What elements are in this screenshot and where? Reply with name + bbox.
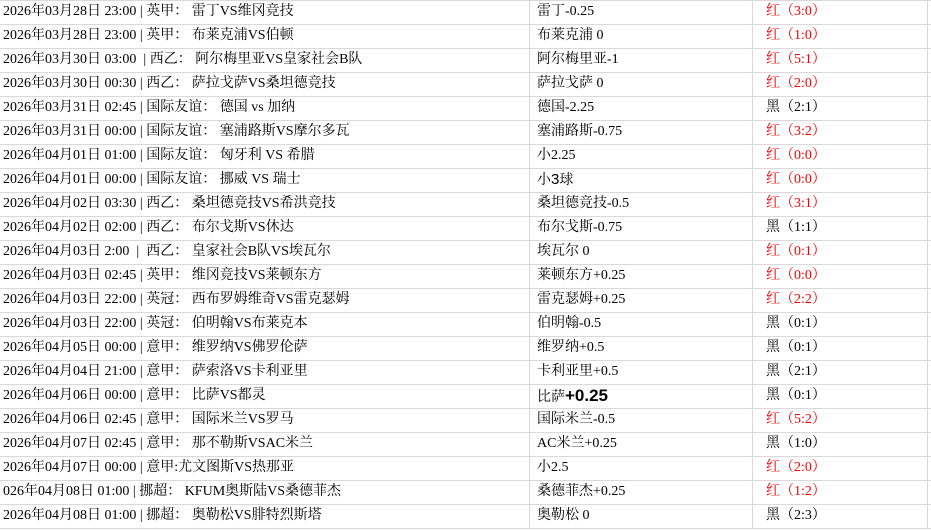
result-cell[interactable]: 黑（2:1） (753, 361, 928, 384)
match-row (0, 241, 931, 265)
match-cell[interactable]: 2026年04月03日 22:00 | 英冠： 西布罗姆维奇VS雷克瑟姆 (0, 289, 530, 312)
match-row (0, 457, 931, 481)
result-cell[interactable]: 红（3:1） (753, 193, 928, 216)
match-row (0, 193, 931, 217)
result-cell[interactable]: 红（1:0） (753, 25, 928, 48)
match-cell[interactable]: 2026年03月31日 00:00 | 国际友谊： 塞浦路斯VS摩尔多瓦 (0, 121, 530, 144)
match-row (0, 217, 931, 241)
match-row (0, 73, 931, 97)
match-row (0, 313, 931, 337)
result-cell[interactable]: 黑（1:1） (753, 217, 928, 240)
pick-cell[interactable] (530, 73, 753, 96)
pick-segment: 雷丁-0.25 (537, 4, 595, 19)
match-cell[interactable]: 2026年04月02日 03:30 | 西乙： 桑坦德竞技VS希洪竞技 (0, 193, 530, 216)
pick-cell[interactable] (530, 337, 753, 360)
match-row (0, 337, 931, 361)
pick-cell[interactable] (530, 1, 753, 24)
pick-cell[interactable] (530, 433, 753, 456)
result-cell[interactable]: 红（0:0） (753, 169, 928, 192)
pick-segment: 比萨 (537, 390, 565, 405)
pick-segment: 雷克瑟姆+0.25 (537, 292, 626, 307)
pick-cell[interactable] (530, 409, 753, 432)
match-cell[interactable]: 2026年03月28日 23:00 | 英甲： 雷丁VS维冈竞技 (0, 1, 530, 24)
pick-segment: 伯明翰-0.5 (537, 316, 602, 331)
match-cell[interactable]: 2026年04月03日 2:00 | 西乙： 皇家社会B队VS埃瓦尔 (0, 241, 530, 264)
result-cell[interactable]: 红（3:0） (753, 1, 928, 24)
result-cell[interactable]: 红（0:0） (753, 265, 928, 288)
result-cell[interactable]: 红（5:1） (753, 49, 928, 72)
match-row (0, 169, 931, 193)
match-row (0, 433, 931, 457)
pick-cell[interactable] (530, 97, 753, 120)
pick-segment: 萨拉戈萨 0 (537, 76, 604, 91)
match-row (0, 481, 931, 505)
result-cell[interactable]: 红（1:2） (753, 481, 928, 504)
pick-cell[interactable] (530, 385, 753, 408)
pick-cell[interactable] (530, 505, 753, 528)
pick-cell[interactable] (530, 121, 753, 144)
match-row (0, 121, 931, 145)
pick-cell[interactable] (530, 49, 753, 72)
pick-segment: 塞浦路斯-0.75 (537, 124, 623, 139)
match-row (0, 505, 931, 529)
match-cell[interactable]: 2026年04月05日 00:00 | 意甲： 维罗纳VS佛罗伦萨 (0, 337, 530, 360)
pick-segment: 布尔戈斯-0.75 (537, 220, 623, 235)
match-row (0, 265, 931, 289)
result-cell[interactable]: 黑（0:1） (753, 337, 928, 360)
match-cell[interactable]: 2026年04月02日 02:00 | 西乙： 布尔戈斯VS休达 (0, 217, 530, 240)
result-cell[interactable]: 红（2:2） (753, 289, 928, 312)
match-row (0, 289, 931, 313)
pick-segment: 桑坦德竞技-0.5 (537, 196, 630, 211)
result-cell[interactable]: 红（2:0） (753, 457, 928, 480)
pick-segment: 德国-2.25 (537, 100, 595, 115)
pick-segment: 球 (559, 173, 574, 188)
match-row (0, 409, 931, 433)
result-cell[interactable]: 黑（0:1） (753, 313, 928, 336)
match-cell[interactable]: 2026年04月01日 00:00 | 国际友谊： 挪威 VS 瑞士 (0, 169, 530, 192)
match-cell[interactable]: 2026年04月06日 00:00 | 意甲： 比萨VS都灵 (0, 385, 530, 408)
match-cell[interactable]: 2026年04月08日 01:00 | 挪超： 奥勒松VS腓特烈斯塔 (0, 505, 530, 528)
pick-segment: 奥勒松 0 (537, 508, 590, 523)
pick-cell[interactable] (530, 25, 753, 48)
match-row (0, 25, 931, 49)
result-cell[interactable]: 红（2:0） (753, 73, 928, 96)
pick-segment: 布莱克浦 0 (537, 28, 604, 43)
pick-segment: 卡利亚里+0.5 (537, 364, 619, 379)
match-row (0, 49, 931, 73)
result-cell[interactable]: 红（5:2） (753, 409, 928, 432)
pick-cell[interactable] (530, 481, 753, 504)
match-cell[interactable]: 026年04月08日 01:00 | 挪超： KFUM奥斯陆VS桑德菲杰 (0, 481, 530, 504)
match-row (0, 145, 931, 169)
result-cell[interactable]: 黑（2:1） (753, 97, 928, 120)
pick-segment: 国际米兰-0.5 (537, 412, 616, 427)
pick-segment: 阿尔梅里亚-1 (537, 52, 619, 67)
pick-cell[interactable] (530, 217, 753, 240)
pick-segment: 小2.5 (537, 460, 569, 475)
match-cell[interactable]: 2026年03月28日 23:00 | 英甲： 布莱克浦VS伯顿 (0, 25, 530, 48)
match-cell[interactable]: 2026年04月01日 01:00 | 国际友谊： 匈牙利 VS 希腊 (0, 145, 530, 168)
pick-segment: 埃瓦尔 0 (537, 244, 590, 259)
pick-cell[interactable] (530, 241, 753, 264)
match-row (0, 97, 931, 121)
result-cell[interactable]: 红（0:1） (753, 241, 928, 264)
result-cell[interactable]: 黑（1:0） (753, 433, 928, 456)
pick-segment: +0.25 (565, 386, 609, 405)
pick-segment: 小 (537, 173, 551, 188)
pick-segment: 莱顿东方+0.25 (537, 268, 626, 283)
result-cell[interactable]: 黑（0:1） (753, 385, 928, 408)
pick-cell[interactable] (530, 457, 753, 480)
match-cell[interactable]: 2026年04月03日 22:00 | 英冠： 伯明翰VS布莱克本 (0, 313, 530, 336)
pick-segment: 桑德菲杰+0.25 (537, 484, 626, 499)
pick-cell[interactable] (530, 193, 753, 216)
match-cell[interactable]: 2026年04月07日 00:00 | 意甲:尤文图斯VS热那亚 (0, 457, 530, 480)
pick-segment: 维罗纳+0.5 (537, 340, 605, 355)
match-cell[interactable]: 2026年04月07日 02:45 | 意甲： 那不勒斯VSAC米兰 (0, 433, 530, 456)
match-cell[interactable]: 2026年03月30日 03:00 | 西乙： 阿尔梅里亚VS皇家社会B队 (0, 49, 530, 72)
pick-cell[interactable] (530, 313, 753, 336)
pick-cell[interactable] (530, 361, 753, 384)
pick-cell[interactable] (530, 289, 753, 312)
result-cell[interactable]: 红（0:0） (753, 145, 928, 168)
match-cell[interactable]: 2026年04月06日 02:45 | 意甲： 国际米兰VS罗马 (0, 409, 530, 432)
pick-segment: AC米兰+0.25 (537, 436, 617, 451)
match-cell[interactable]: 2026年03月30日 00:30 | 西乙： 萨拉戈萨VS桑坦德竞技 (0, 73, 530, 96)
match-row (0, 1, 931, 25)
pick-cell[interactable] (530, 265, 753, 288)
pick-cell[interactable] (530, 169, 753, 192)
result-cell[interactable]: 红（3:2） (753, 121, 928, 144)
match-row (0, 361, 931, 385)
match-row (0, 385, 931, 409)
pick-segment: 3 (551, 171, 560, 188)
match-cell[interactable]: 2026年03月31日 02:45 | 国际友谊： 德国 vs 加纳 (0, 97, 530, 120)
pick-cell[interactable] (530, 145, 753, 168)
match-cell[interactable]: 2026年04月04日 21:00 | 意甲： 萨索洛VS卡利亚里 (0, 361, 530, 384)
pick-segment: 小2.25 (537, 148, 576, 163)
result-cell[interactable]: 黑（2:3） (753, 505, 928, 528)
match-cell[interactable]: 2026年04月03日 02:45 | 英甲： 维冈竞技VS莱顿东方 (0, 265, 530, 288)
